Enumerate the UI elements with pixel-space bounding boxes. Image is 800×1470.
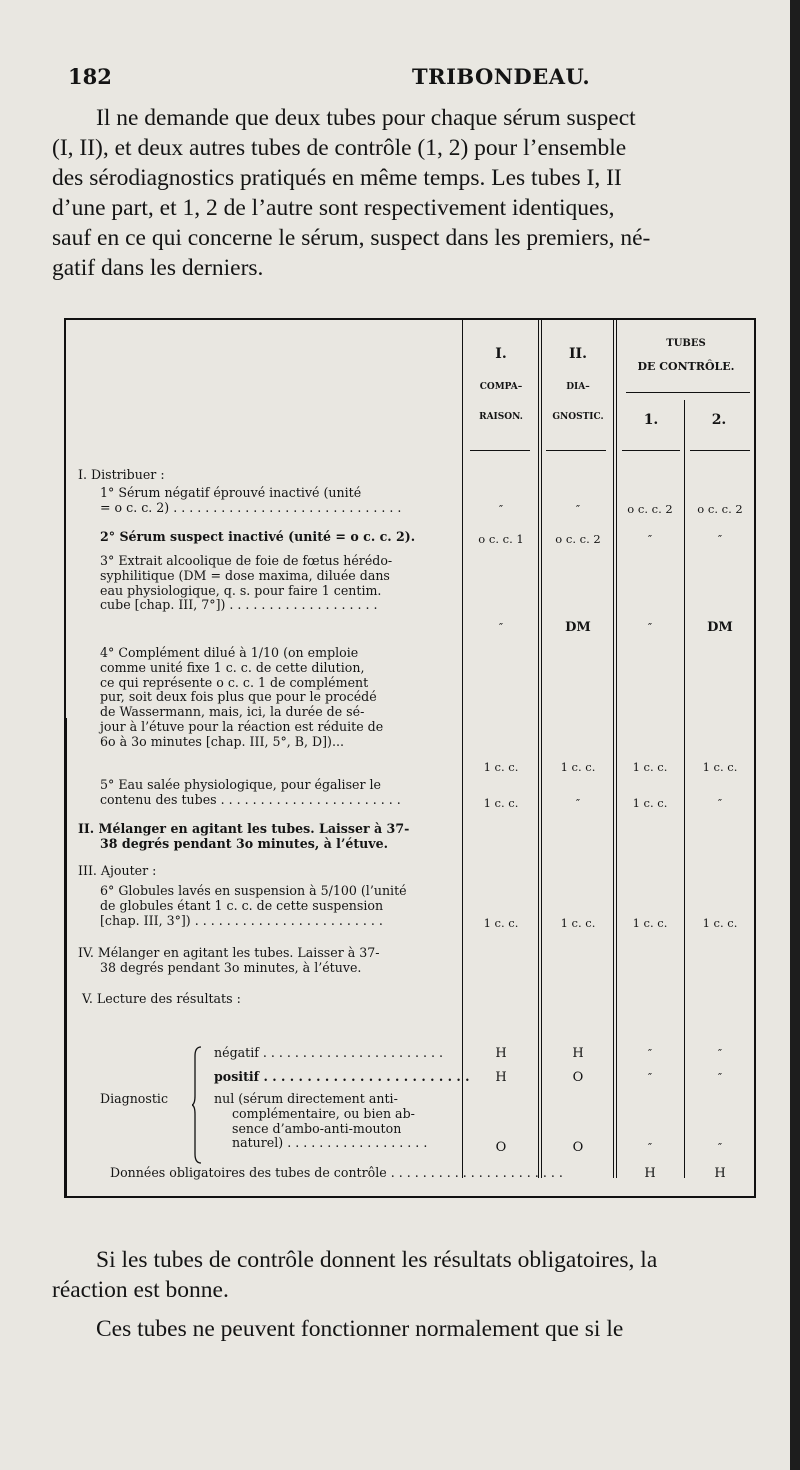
row-text: [chap. III, 3°]) . . . . . . . . . . . . . . . . . . . . . . . . bbox=[100, 912, 383, 928]
row-text: 5° Eau salée physiologique, pour égaliser le bbox=[100, 777, 382, 792]
row-text: 38 degrés pendant 3o minutes, à l’étuve. bbox=[100, 959, 362, 975]
cell: ″ bbox=[498, 502, 504, 516]
cell: H bbox=[572, 1046, 584, 1061]
header-rule bbox=[622, 450, 680, 451]
section-ajouter bbox=[78, 864, 156, 879]
section-lecture bbox=[82, 992, 241, 1007]
text-line: gatif dans les derniers. bbox=[52, 255, 264, 281]
cell: O bbox=[495, 1140, 507, 1155]
cell: ″ bbox=[498, 620, 504, 634]
row-complement bbox=[100, 646, 383, 750]
row-text: = o c. c. 2) . . . . . . . . . . . . . . . . . . . . . . . . . . . . . bbox=[100, 499, 402, 515]
row-text: 1° Sérum négatif éprouvé inactivé (unité bbox=[100, 485, 362, 500]
row-text: 2° Sérum suspect inactivé (unité = o c. c. 2). bbox=[100, 529, 416, 544]
row-text: 3° Extrait alcoolique de foie de fœtus hérédo- bbox=[100, 553, 393, 568]
row-text: cube [chap. III, 7°]) . . . . . . . . . . . . . . . . . . . bbox=[100, 597, 378, 613]
cell: 1 c. c. bbox=[632, 760, 668, 774]
cell: H bbox=[714, 1166, 726, 1181]
page-header bbox=[68, 64, 766, 94]
running-head: TRIBONDEAU. bbox=[412, 64, 591, 89]
col2-title-b: GNOSTIC. bbox=[552, 412, 604, 422]
cell: H bbox=[644, 1166, 656, 1181]
row-text: 38 degrés pendant 3o minutes, à l’étuve. bbox=[100, 835, 389, 851]
cell: ″ bbox=[717, 532, 723, 546]
cell: 1 c. c. bbox=[483, 760, 519, 774]
cell: ″ bbox=[647, 1140, 653, 1154]
cell: ″ bbox=[717, 1070, 723, 1084]
text-line: Si les tubes de contrôle donnent les résultats obligatoires, la bbox=[96, 1247, 658, 1273]
row-globules bbox=[100, 884, 407, 928]
intro-paragraph bbox=[52, 103, 758, 283]
row-text: naturel) . . . . . . . . . . . . . . . . . . bbox=[232, 1135, 428, 1151]
column-rule bbox=[538, 320, 539, 1178]
column-rule bbox=[613, 320, 614, 1178]
text-line: des sérodiagnostics pratiqués en même temps. Les tubes I, II bbox=[52, 165, 622, 191]
tube1-number: 1. bbox=[643, 412, 659, 428]
cell: DM bbox=[707, 620, 733, 635]
row-text: 4° Complément dilué à 1/10 (on emploie bbox=[100, 645, 359, 660]
row-text: nul (sérum directement anti- bbox=[214, 1091, 398, 1106]
row-text: positif . . . . . . . . . . . . . . . . . . . . . . . . bbox=[214, 1069, 470, 1084]
row-text: de Wassermann, mais, ici, la durée de sé- bbox=[100, 704, 365, 720]
cell: ″ bbox=[717, 1140, 723, 1154]
cell: 1 c. c. bbox=[632, 916, 668, 930]
cell: o c. c. 2 bbox=[627, 502, 673, 516]
diag-negatif bbox=[214, 1046, 443, 1061]
cell: 1 c. c. bbox=[483, 796, 519, 810]
column-rule bbox=[684, 400, 685, 1178]
row-eau-salee bbox=[100, 778, 401, 808]
cell: o c. c. 2 bbox=[697, 502, 743, 516]
cell: 1 c. c. bbox=[632, 796, 668, 810]
final-row-label bbox=[110, 1166, 563, 1181]
row-text: pur, soit deux fois plus que pour le procédé bbox=[100, 689, 377, 705]
section-melanger-1 bbox=[78, 822, 409, 852]
hidden-rule bbox=[66, 718, 67, 1196]
cell: 1 c. c. bbox=[702, 916, 738, 930]
cell: 1 c. c. bbox=[702, 760, 738, 774]
column-rule bbox=[462, 320, 463, 1178]
row-text: négatif . . . . . . . . . . . . . . . . . . . . . . . bbox=[214, 1045, 444, 1060]
page-edge bbox=[790, 0, 800, 1470]
row-text: jour à l’étuve pour la réaction est réduite de bbox=[100, 718, 384, 734]
header-rule bbox=[470, 450, 530, 451]
row-text: II. Mélanger en agitant les tubes. Laisser à 37- bbox=[78, 821, 410, 836]
cell: ″ bbox=[717, 1046, 723, 1060]
cell: o c. c. 2 bbox=[555, 532, 601, 546]
col2-number: II. bbox=[569, 346, 587, 362]
row-text: eau physiologique, q. s. pour faire 1 centim. bbox=[100, 582, 382, 598]
row-serum-suspect bbox=[100, 530, 415, 545]
row-extrait bbox=[100, 554, 392, 613]
row-text: syphilitique (DM = dose maxima, diluée dans bbox=[100, 567, 390, 583]
row-text: contenu des tubes . . . . . . . . . . . . . . . . . . . . . . . bbox=[100, 791, 401, 807]
row-text: 6° Globules lavés en suspension à 5/100 (l’unité bbox=[100, 883, 407, 898]
tube2-number: 2. bbox=[711, 412, 727, 428]
col1-number: I. bbox=[495, 346, 507, 362]
cell: o c. c. 1 bbox=[478, 532, 524, 546]
page-number: 182 bbox=[68, 64, 112, 89]
row-text: complémentaire, ou bien ab- bbox=[232, 1105, 415, 1121]
cell: O bbox=[572, 1070, 584, 1085]
cell: ″ bbox=[647, 532, 653, 546]
tubes-title-a: TUBES bbox=[666, 338, 706, 349]
section-melanger-2 bbox=[78, 946, 380, 976]
header-rule bbox=[690, 450, 750, 451]
cell: DM bbox=[565, 620, 591, 635]
cell: O bbox=[572, 1140, 584, 1155]
col1-title-b: RAISON. bbox=[479, 412, 523, 422]
cell: 1 c. c. bbox=[483, 916, 519, 930]
row-text: 6o à 3o minutes [chap. III, 5°, B, D])... bbox=[100, 733, 344, 749]
row-text: sence d’ambo-anti-mouton bbox=[232, 1120, 402, 1136]
cell: H bbox=[495, 1070, 507, 1085]
row-text: IV. Mélanger en agitant les tubes. Laisser à 37- bbox=[78, 945, 380, 960]
diagnostic-label: Diagnostic bbox=[100, 1091, 168, 1106]
cell: 1 c. c. bbox=[560, 760, 596, 774]
row-text: ce qui représente o c. c. 1 de complément bbox=[100, 674, 369, 690]
outro-paragraph-1 bbox=[52, 1245, 758, 1305]
header-rule bbox=[546, 450, 606, 451]
cell: H bbox=[495, 1046, 507, 1061]
diag-positif bbox=[214, 1070, 470, 1085]
row-text: V. Lecture des résultats : bbox=[82, 991, 241, 1006]
row-text: comme unité fixe 1 c. c. de cette dilution, bbox=[100, 659, 365, 675]
text-line: Ces tubes ne peuvent fonctionner normalement que si le bbox=[96, 1316, 624, 1342]
cell: ″ bbox=[647, 1046, 653, 1060]
text-line: réaction est bonne. bbox=[52, 1277, 229, 1303]
row-text: I. Distribuer : bbox=[78, 467, 165, 482]
cell: ″ bbox=[575, 796, 581, 810]
section-distribute bbox=[78, 468, 165, 483]
col1-title-a: COMPA– bbox=[479, 382, 523, 392]
curly-brace bbox=[192, 1046, 202, 1164]
text-line: (I, II), et deux autres tubes de contrôle (1, 2) pour l’ensemble bbox=[52, 135, 627, 161]
col2-title-a: DIA– bbox=[566, 382, 590, 392]
outro-paragraph-2 bbox=[52, 1314, 758, 1344]
text-line: Il ne demande que deux tubes pour chaque sérum suspect bbox=[96, 105, 636, 131]
row-text: Données obligatoires des tubes de contrôle . . . . . . . . . . . . . . . . . . . . . . bbox=[110, 1165, 563, 1180]
protocol-table bbox=[64, 318, 756, 1198]
row-text: III. Ajouter : bbox=[78, 863, 157, 878]
row-text: de globules étant 1 c. c. de cette suspension bbox=[100, 897, 384, 913]
cell: ″ bbox=[647, 1070, 653, 1084]
row-serum-negatif bbox=[100, 486, 401, 516]
text-line: sauf en ce qui concerne le sérum, suspect dans les premiers, né- bbox=[52, 225, 651, 251]
cell: ″ bbox=[717, 796, 723, 810]
tubes-rule bbox=[626, 392, 750, 393]
cell: 1 c. c. bbox=[560, 916, 596, 930]
diag-nul bbox=[214, 1092, 427, 1151]
cell: ″ bbox=[575, 502, 581, 516]
text-line: d’une part, et 1, 2 de l’autre sont respectivement identiques, bbox=[52, 195, 615, 221]
tubes-title-b: DE CONTRÔLE. bbox=[637, 360, 735, 373]
column-rule bbox=[541, 320, 542, 1178]
cell: ″ bbox=[647, 620, 653, 634]
